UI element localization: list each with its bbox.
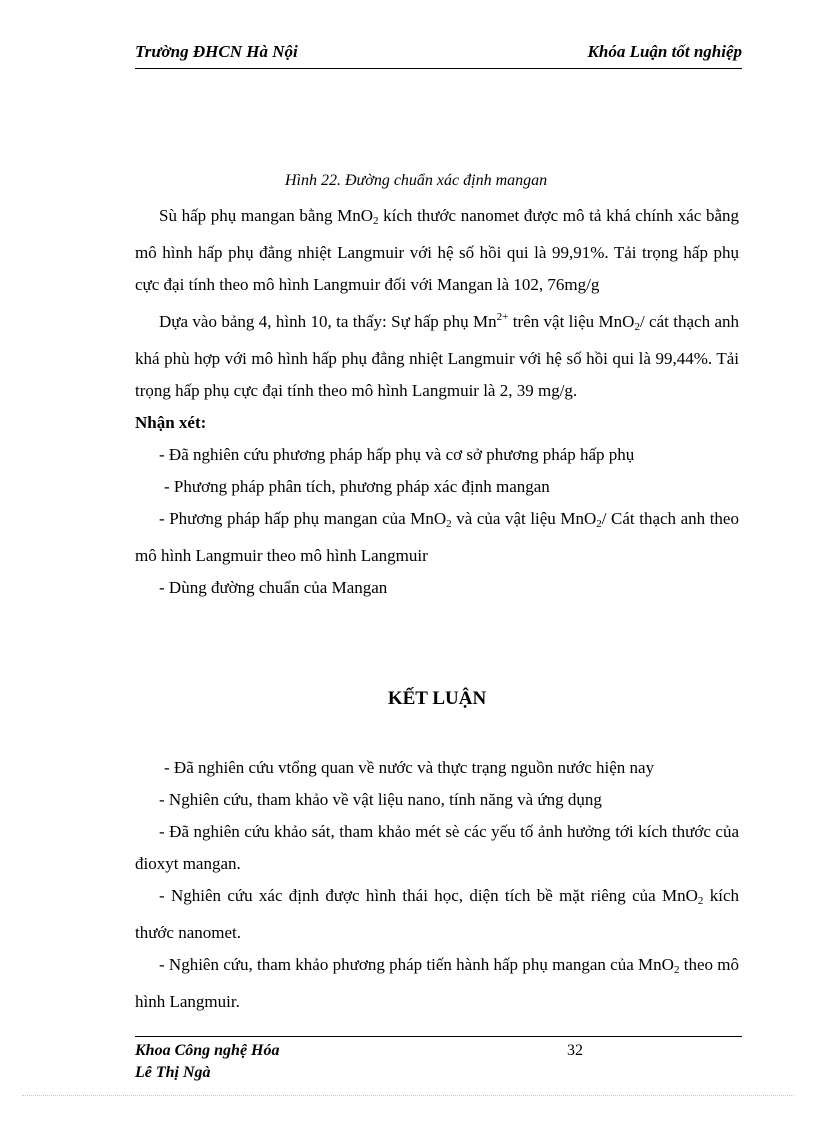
remark-item: - Phương pháp hấp phụ mangan của MnO$_2$ và của vật liệu MnO$_2$/ Cát thạch anh theo mô hình Langmuir theo mô hình Langmuir — [135, 509, 739, 565]
page-header — [135, 40, 742, 69]
footer-author: Lê Thị Ngà — [135, 1064, 211, 1081]
conclusion-heading: KẾT LUẬN — [387, 688, 487, 709]
conclusion-list — [135, 752, 739, 1018]
page-number: 32 — [567, 1042, 583, 1059]
header-doc-type: Khóa Luận tốt nghiệp — [587, 42, 742, 61]
conclusion-item: - Nghiên cứu xác định được hình thái học, diện tích bề mặt riêng của MnO$_2$ kích thước nanomet. — [135, 886, 740, 942]
header-school: Trường ĐHCN Hà Nội — [135, 42, 298, 61]
remark-item: - Dùng đường chuẩn của Mangan — [159, 578, 388, 597]
remarks-title: Nhận xét: — [135, 413, 207, 432]
body-paragraphs — [135, 200, 739, 604]
conclusion-item: - Nghiên cứu, tham khảo về vật liệu nano, tính năng và ứng dụng — [159, 790, 602, 809]
conclusion-item: - Đã nghiên cứu vtổng quan về nước và thực trạng nguồn nước hiện nay — [164, 758, 655, 777]
conclusion-item: - Đã nghiên cứu khảo sát, tham khảo mét sè các yếu tố ảnh hưởng tới kích thước của đioxyt mangan. — [135, 822, 739, 873]
footer-department: Khoa Công nghệ Hóa — [135, 1042, 280, 1059]
conclusion-item: - Nghiên cứu, tham khảo phương pháp tiến hành hấp phụ mangan của MnO$_2$ theo mô hình Langmuir. — [135, 955, 739, 1011]
figure-caption: Hình 22. Đường chuẩn xác định mangan — [285, 172, 548, 189]
remark-item: - Phương pháp phân tích, phương pháp xác định mangan — [164, 477, 550, 496]
remark-item: - Đã nghiên cứu phương pháp hấp phụ và cơ sở phương pháp hấp phụ — [159, 445, 635, 464]
paragraph-mno2-adsorption: Sù hấp phụ mangan bằng MnO$_2$ kích thước nanomet được mô tả khá chính xác bằng mô hình hấp phụ đẳng nhiệt Langmuir với hệ số hồi qui là 99,91%. Tải trọng hấp phụ cực đại tính theo mô hình Langmuir đối với Mangan là 102, 76mg/g — [135, 206, 739, 294]
footer-divider — [135, 1036, 742, 1037]
page-edge-dots — [22, 1095, 794, 1096]
paragraph-sand-adsorption: Dựa vào bảng 4, hình 10, ta thấy: Sự hấp phụ $Mn^{2+}$ trên vật liệu MnO$_2$/ cát thạch anh khá phù hợp với mô hình hấp phụ đẳng nhiệt Langmuir với hệ số hồi qui là 99,44%. Tải trọng hấp phụ cực đại tính theo mô hình Langmuir là 2, 39 mg/g. — [135, 311, 739, 400]
